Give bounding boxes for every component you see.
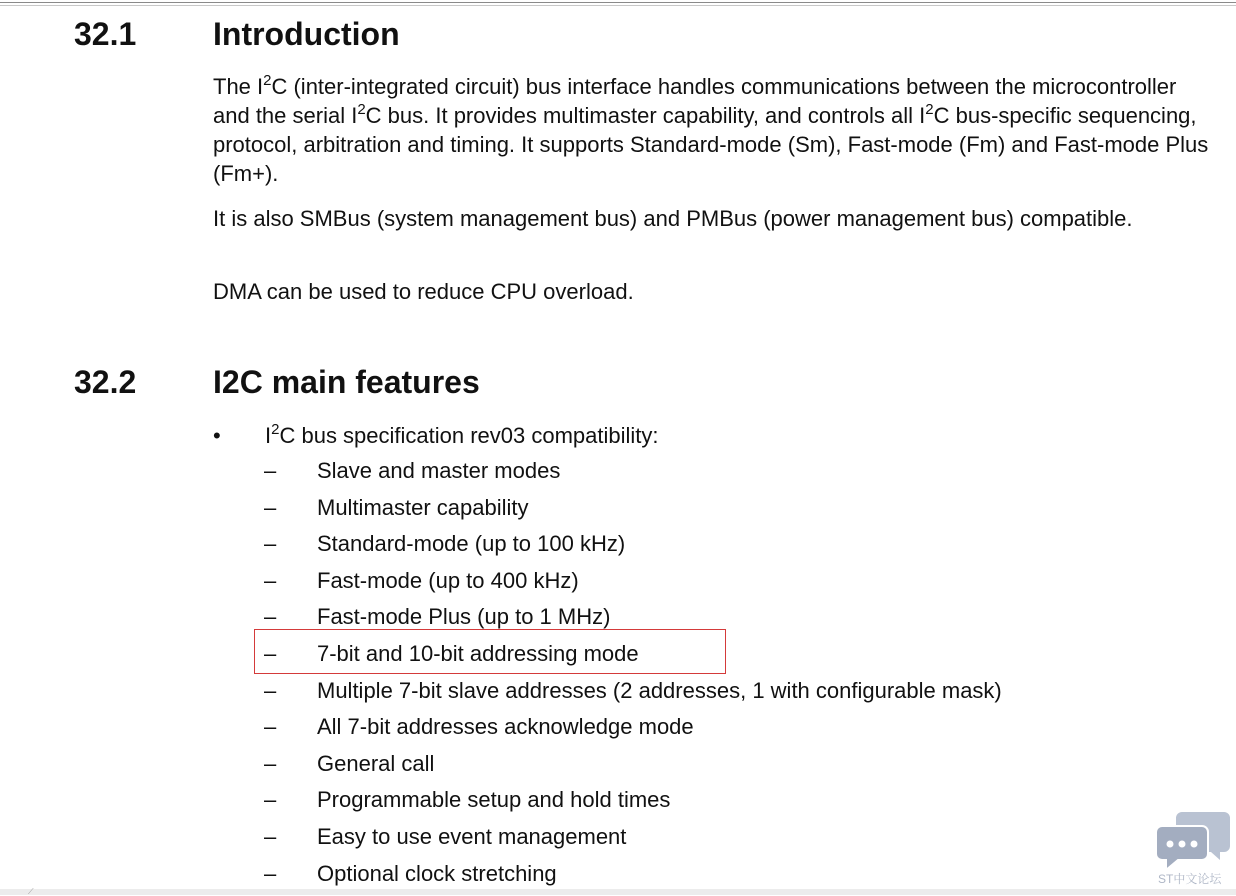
feature-list-item-text: Standard-mode (up to 100 kHz): [317, 531, 626, 557]
dash-mark: –: [264, 750, 277, 776]
feature-list-item: [0, 749, 1000, 778]
feature-list-item: [0, 529, 1000, 558]
dash-mark: –: [264, 824, 277, 849]
resize-handle-icon[interactable]: ⟋: [28, 887, 34, 896]
feature-list-item: [0, 493, 1000, 522]
dash-mark: –: [264, 641, 277, 666]
section-title-main-features: I2C main features: [213, 364, 480, 400]
feature-list-item: [0, 785, 1000, 814]
feature-list-item-text: Multiple 7-bit slave addresses (2 addresses, 1 with configurable mask): [317, 677, 1002, 703]
bullet-mark: •: [213, 423, 221, 448]
forum-watermark-label: ST中文论坛: [1158, 872, 1222, 886]
feature-list-item: [0, 676, 1000, 705]
feature-list-item-text: Multimaster capability: [317, 494, 529, 520]
feature-list-item-text: Programmable setup and hold times: [317, 787, 671, 813]
dash-mark: –: [264, 787, 277, 813]
feature-list-item-text: All 7-bit addresses acknowledge mode: [317, 714, 694, 740]
top-rule: [0, 2, 1236, 3]
dash-mark: –: [264, 860, 277, 886]
feature-list-item-text: Easy to use event management: [317, 824, 627, 849]
section-title-introduction: Introduction: [213, 16, 400, 52]
feature-list-item-text: 7-bit and 10-bit addressing mode: [317, 641, 639, 666]
bullet-text: $I^2C$ bus specification rev03 compatibility:: [265, 421, 659, 448]
feature-list-item: [0, 602, 1000, 631]
feature-list-item: [0, 566, 1000, 595]
dash-mark: –: [264, 677, 277, 703]
feature-list-item-text: Fast-mode Plus (up to 1 MHz): [317, 604, 611, 630]
feature-list-item: [0, 712, 1000, 741]
section-number-32-1: 32.1: [74, 16, 137, 52]
feature-list-item-text: General call: [317, 750, 435, 776]
dash-mark: –: [264, 714, 277, 740]
dash-mark: –: [264, 604, 277, 630]
dash-mark: –: [264, 531, 277, 557]
dash-mark: –: [264, 567, 277, 593]
section-number-32-2: 32.2: [74, 364, 137, 400]
feature-list-item: [0, 859, 1000, 888]
dash-mark: –: [264, 494, 277, 520]
feature-list-item-text: Fast-mode (up to 400 kHz): [317, 567, 579, 593]
intro-paragraph-1: The $I^2C$ (inter-integrated circuit) bus interface handles communications between the microcontroller and the serial $I^2C$ bus. It provides multimaster capability, and controls all $I^2C$ bus-specific sequencing, protocol, arbitration and timing. It supports Standard-mode (Sm), Fast-mode (Fm) and Fast-mode Plus (Fm+).: [213, 72, 1209, 186]
dash-mark: –: [264, 458, 277, 483]
feature-list-item-text: Slave and master modes: [317, 458, 561, 483]
feature-list-item: [0, 822, 1000, 851]
bottom-scroll-strip: [0, 889, 1236, 895]
intro-paragraph-2: It is also SMBus (system management bus) and PMBus (power management bus) compatible.: [213, 206, 1133, 231]
feature-list-item-text: Optional clock stretching: [317, 860, 557, 886]
top-rule-secondary: [0, 5, 1236, 6]
highlight-box: [254, 629, 726, 674]
feature-list-item: [0, 456, 1000, 485]
intro-paragraph-3: DMA can be used to reduce CPU overload.: [213, 279, 634, 304]
